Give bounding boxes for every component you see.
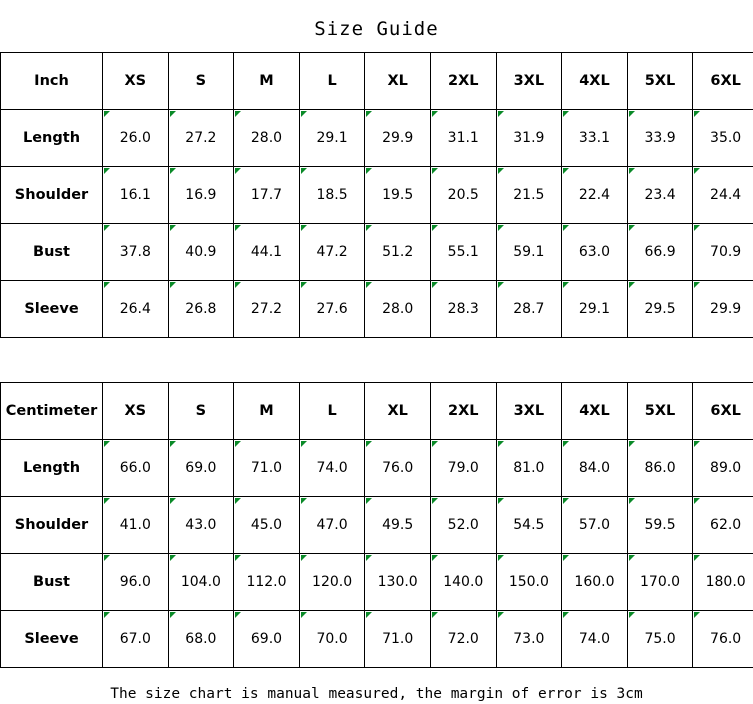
size-table-inch <box>0 52 753 338</box>
table-cell: 33.1 <box>562 110 628 167</box>
column-header: XL <box>365 383 431 440</box>
table-cell: 51.2 <box>365 224 431 281</box>
table-cell: 20.5 <box>430 167 496 224</box>
table-cell: 26.0 <box>103 110 169 167</box>
column-header: XS <box>103 53 169 110</box>
table-cell: 140.0 <box>430 554 496 611</box>
column-header: 5XL <box>627 53 693 110</box>
table-cell: 17.7 <box>234 167 300 224</box>
column-header: 4XL <box>562 53 628 110</box>
table-cell: 57.0 <box>562 497 628 554</box>
table-cell: 69.0 <box>168 440 234 497</box>
table-cell: 67.0 <box>103 611 169 668</box>
table-cell: 35.0 <box>693 110 753 167</box>
table-divider-space <box>0 338 753 382</box>
table-cell: 26.8 <box>168 281 234 338</box>
column-header: 6XL <box>693 53 753 110</box>
table-cell: 104.0 <box>168 554 234 611</box>
table-row <box>1 554 753 611</box>
table-cell: 16.9 <box>168 167 234 224</box>
page-title: Size Guide <box>314 18 439 40</box>
table-cell: 54.5 <box>496 497 562 554</box>
table-cell: 40.9 <box>168 224 234 281</box>
table-cell: 29.1 <box>562 281 628 338</box>
table-cell: 23.4 <box>627 167 693 224</box>
row-label: Length <box>1 110 103 167</box>
table-cell: 28.3 <box>430 281 496 338</box>
column-header: L <box>299 53 365 110</box>
table-cell: 37.8 <box>103 224 169 281</box>
table-row <box>1 110 753 167</box>
table-cell: 29.9 <box>365 110 431 167</box>
table-row <box>1 497 753 554</box>
table-cell: 72.0 <box>430 611 496 668</box>
row-label: Shoulder <box>1 497 103 554</box>
table-cell: 22.4 <box>562 167 628 224</box>
table-cell: 66.0 <box>103 440 169 497</box>
table-cell: 120.0 <box>299 554 365 611</box>
column-header: S <box>168 53 234 110</box>
column-header: 6XL <box>693 383 753 440</box>
table-cell: 75.0 <box>627 611 693 668</box>
table-cell: 76.0 <box>365 440 431 497</box>
table-row <box>1 440 753 497</box>
table-row <box>1 281 753 338</box>
table-cell: 74.0 <box>562 611 628 668</box>
column-header: M <box>234 383 300 440</box>
table-cell: 130.0 <box>365 554 431 611</box>
table-cell: 71.0 <box>365 611 431 668</box>
table-cell: 70.0 <box>299 611 365 668</box>
table-cell: 55.1 <box>430 224 496 281</box>
column-header: XL <box>365 53 431 110</box>
table-cell: 41.0 <box>103 497 169 554</box>
table-cell: 47.0 <box>299 497 365 554</box>
table-cell: 27.6 <box>299 281 365 338</box>
table-cell: 86.0 <box>627 440 693 497</box>
table-cell: 26.4 <box>103 281 169 338</box>
measurement-note: The size chart is manual measured, the margin of error is 3cm <box>110 686 643 702</box>
table-cell: 31.9 <box>496 110 562 167</box>
table-cell: 59.1 <box>496 224 562 281</box>
table-cell: 27.2 <box>234 281 300 338</box>
table-cell: 63.0 <box>562 224 628 281</box>
column-header: 2XL <box>430 53 496 110</box>
table-cell: 29.5 <box>627 281 693 338</box>
table-header-row <box>1 53 753 110</box>
table-cell: 52.0 <box>430 497 496 554</box>
row-label: Length <box>1 440 103 497</box>
table-cell: 49.5 <box>365 497 431 554</box>
size-table-centimeter <box>0 382 753 668</box>
table-cell: 89.0 <box>693 440 753 497</box>
table-cell: 29.1 <box>299 110 365 167</box>
table-cell: 62.0 <box>693 497 753 554</box>
row-label: Bust <box>1 224 103 281</box>
table-cell: 43.0 <box>168 497 234 554</box>
table-cell: 81.0 <box>496 440 562 497</box>
table-cell: 160.0 <box>562 554 628 611</box>
table-cell: 66.9 <box>627 224 693 281</box>
table-cell: 70.9 <box>693 224 753 281</box>
table-cell: 180.0 <box>693 554 753 611</box>
unit-label-centimeter: Centimeter <box>1 383 103 440</box>
table-cell: 24.4 <box>693 167 753 224</box>
table-cell: 28.0 <box>365 281 431 338</box>
row-label: Shoulder <box>1 167 103 224</box>
unit-label-inch: Inch <box>1 53 103 110</box>
row-label: Sleeve <box>1 281 103 338</box>
table-cell: 71.0 <box>234 440 300 497</box>
table-cell: 28.7 <box>496 281 562 338</box>
table-cell: 73.0 <box>496 611 562 668</box>
table-cell: 76.0 <box>693 611 753 668</box>
row-label: Bust <box>1 554 103 611</box>
column-header: L <box>299 383 365 440</box>
table-cell: 112.0 <box>234 554 300 611</box>
table-header-row <box>1 383 753 440</box>
table-row <box>1 611 753 668</box>
table-cell: 16.1 <box>103 167 169 224</box>
table-cell: 21.5 <box>496 167 562 224</box>
table-cell: 44.1 <box>234 224 300 281</box>
table-cell: 29.9 <box>693 281 753 338</box>
table-cell: 59.5 <box>627 497 693 554</box>
column-header: 4XL <box>562 383 628 440</box>
table-cell: 45.0 <box>234 497 300 554</box>
table-cell: 74.0 <box>299 440 365 497</box>
table-cell: 18.5 <box>299 167 365 224</box>
column-header: 5XL <box>627 383 693 440</box>
table-cell: 31.1 <box>430 110 496 167</box>
table-cell: 79.0 <box>430 440 496 497</box>
table-cell: 150.0 <box>496 554 562 611</box>
table-cell: 28.0 <box>234 110 300 167</box>
column-header: S <box>168 383 234 440</box>
table-cell: 69.0 <box>234 611 300 668</box>
table-cell: 68.0 <box>168 611 234 668</box>
table-cell: 170.0 <box>627 554 693 611</box>
table-cell: 27.2 <box>168 110 234 167</box>
table-cell: 33.9 <box>627 110 693 167</box>
column-header: M <box>234 53 300 110</box>
table-row <box>1 224 753 281</box>
column-header: 3XL <box>496 383 562 440</box>
table-cell: 96.0 <box>103 554 169 611</box>
table-cell: 19.5 <box>365 167 431 224</box>
column-header: XS <box>103 383 169 440</box>
table-cell: 84.0 <box>562 440 628 497</box>
column-header: 2XL <box>430 383 496 440</box>
row-label: Sleeve <box>1 611 103 668</box>
table-row <box>1 167 753 224</box>
column-header: 3XL <box>496 53 562 110</box>
table-cell: 47.2 <box>299 224 365 281</box>
